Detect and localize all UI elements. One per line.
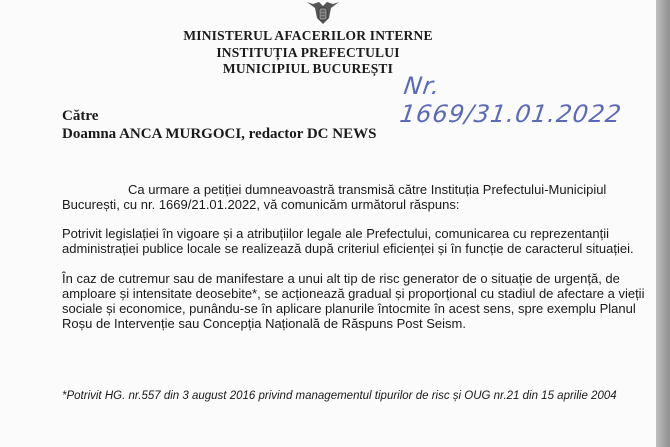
body-paragraph-2: Potrivit legislației în vigoare și a atribuțiilor legale ale Prefectului, comunicarea cu reprezentanții administrației publice locale se realizează după criteriul eficienței și în funcție de caracterul situației.: [62, 226, 634, 256]
footnote: *Potrivit HG. nr.557 din 3 august 2016 privind managementul tipurilor de risc și OUG nr.21 din 15 aprilie 2004: [62, 390, 617, 402]
coat-of-arms-icon: [303, 0, 343, 26]
addressee-label: Către: [62, 108, 99, 124]
page-edge-shadow: [656, 0, 670, 447]
header-institution: INSTITUȚIA PREFECTULUI: [216, 45, 400, 60]
header-municipality: MUNICIPIUL BUCUREȘTI: [222, 61, 394, 76]
body-paragraph-1: [62, 182, 652, 212]
body-paragraph-3: În caz de cutremur sau de manifestare a unui alt tip de risc generator de o situație de urgență, de amploare și intensitate deosebite*, se acționează gradual și proporțional cu stadiul de afectare a vieții sociale și economice, punându-se în aplicare planurile întocmite în acest sens, spre exemplu Planul Roșu de Intervenție sau Concepția Națională de Răspuns Post Seism.: [62, 271, 645, 331]
header-ministry: MINISTERUL AFACERILOR INTERNE: [183, 28, 433, 43]
addressee-name: Doamna ANCA MURGOCI, redactor DC NEWS: [62, 126, 377, 142]
body-paragraph-1-text: Ca urmare a petiției dumneavoastră transmisă către Instituția Prefectului-Municipiul București, cu nr. 1669/21.01.2022, vă comunicăm următorul răspuns:: [62, 182, 607, 212]
registration-number: Nr. 1669/31.01.2022: [398, 72, 624, 128]
